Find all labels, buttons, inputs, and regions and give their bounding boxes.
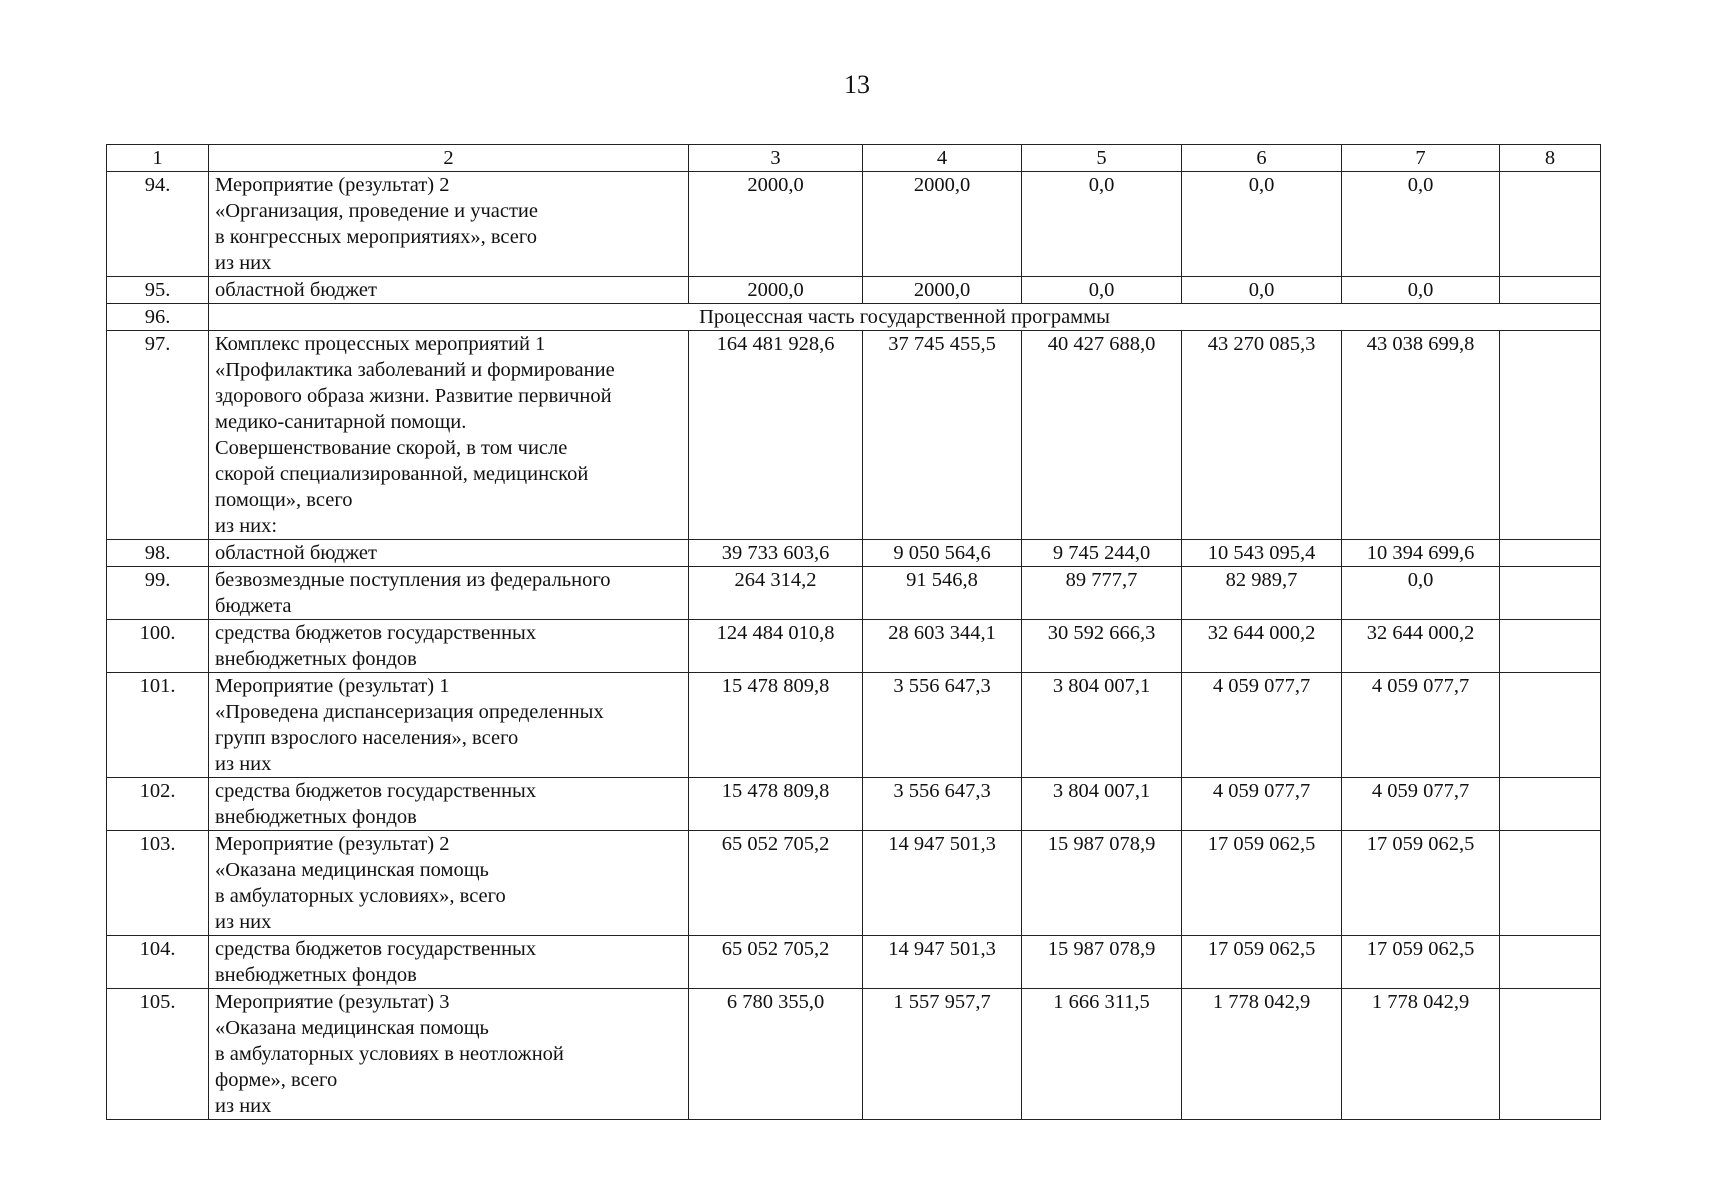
value-cell-col-8 — [1500, 778, 1601, 831]
value-cell-col-4: 3 556 647,3 — [863, 778, 1022, 831]
value-cell-col-5: 1 666 311,5 — [1022, 989, 1182, 1120]
budget-table — [106, 144, 1601, 1120]
value-cell-col-5: 30 592 666,3 — [1022, 620, 1182, 673]
table-row — [107, 831, 1601, 936]
value-cell-col-4: 2000,0 — [863, 277, 1022, 304]
value-cell-col-4: 2000,0 — [863, 172, 1022, 277]
value-cell-col-7: 0,0 — [1342, 567, 1500, 620]
value-cell-col-6: 32 644 000,2 — [1182, 620, 1342, 673]
value-cell-col-6: 43 270 085,3 — [1182, 331, 1342, 540]
value-cell-col-7: 0,0 — [1342, 172, 1500, 277]
value-cell-col-3: 15 478 809,8 — [689, 778, 863, 831]
value-cell-col-6: 10 543 095,4 — [1182, 540, 1342, 567]
value-cell-col-4: 28 603 344,1 — [863, 620, 1022, 673]
column-header: 2 — [209, 145, 689, 172]
table-row — [107, 277, 1601, 304]
value-cell-col-4: 1 557 957,7 — [863, 989, 1022, 1120]
value-cell-col-6: 1 778 042,9 — [1182, 989, 1342, 1120]
value-cell-col-3: 65 052 705,2 — [689, 936, 863, 989]
value-cell-col-6: 17 059 062,5 — [1182, 936, 1342, 989]
value-cell-col-3: 15 478 809,8 — [689, 673, 863, 778]
column-header: 6 — [1182, 145, 1342, 172]
value-cell-col-5: 3 804 007,1 — [1022, 778, 1182, 831]
row-name: областной бюджет — [209, 277, 689, 304]
value-cell-col-6: 17 059 062,5 — [1182, 831, 1342, 936]
value-cell-col-5: 15 987 078,9 — [1022, 831, 1182, 936]
value-cell-col-7: 1 778 042,9 — [1342, 989, 1500, 1120]
table-row — [107, 620, 1601, 673]
column-header-row — [107, 145, 1601, 172]
value-cell-col-8 — [1500, 331, 1601, 540]
value-cell-col-4: 37 745 455,5 — [863, 331, 1022, 540]
row-number: 102. — [107, 778, 209, 831]
value-cell-col-8 — [1500, 989, 1601, 1120]
page-number: 13 — [844, 70, 870, 99]
value-cell-col-6: 4 059 077,7 — [1182, 778, 1342, 831]
value-cell-col-3: 264 314,2 — [689, 567, 863, 620]
row-name: Комплекс процессных мероприятий 1 «Профилактика заболеваний и формирование здорового образа жизни. Развитие первичной медико-санитарной помощи. Совершенствование скорой, в том числе скорой специализированной, медицинской помощи», всего из них: — [209, 331, 689, 540]
column-header: 5 — [1022, 145, 1182, 172]
value-cell-col-3: 2000,0 — [689, 277, 863, 304]
row-name: Мероприятие (результат) 2 «Оказана медицинская помощь в амбулаторных условиях», всего из них — [209, 831, 689, 936]
value-cell-col-3: 39 733 603,6 — [689, 540, 863, 567]
table-row — [107, 540, 1601, 567]
row-number: 95. — [107, 277, 209, 304]
value-cell-col-8 — [1500, 277, 1601, 304]
value-cell-col-5: 40 427 688,0 — [1022, 331, 1182, 540]
value-cell-col-3: 2000,0 — [689, 172, 863, 277]
row-number: 98. — [107, 540, 209, 567]
column-header: 8 — [1500, 145, 1601, 172]
column-header: 7 — [1342, 145, 1500, 172]
value-cell-col-5: 15 987 078,9 — [1022, 936, 1182, 989]
table-row — [107, 172, 1601, 277]
section-title: Процессная часть государственной программы — [209, 304, 1601, 331]
value-cell-col-4: 14 947 501,3 — [863, 936, 1022, 989]
value-cell-col-6: 0,0 — [1182, 277, 1342, 304]
column-header: 4 — [863, 145, 1022, 172]
value-cell-col-7: 4 059 077,7 — [1342, 778, 1500, 831]
value-cell-col-7: 43 038 699,8 — [1342, 331, 1500, 540]
value-cell-col-7: 4 059 077,7 — [1342, 673, 1500, 778]
value-cell-col-6: 4 059 077,7 — [1182, 673, 1342, 778]
value-cell-col-4: 91 546,8 — [863, 567, 1022, 620]
row-number: 105. — [107, 989, 209, 1120]
table-row — [107, 331, 1601, 540]
value-cell-col-5: 0,0 — [1022, 277, 1182, 304]
row-number: 104. — [107, 936, 209, 989]
value-cell-col-8 — [1500, 172, 1601, 277]
table-row — [107, 567, 1601, 620]
table-row — [107, 989, 1601, 1120]
value-cell-col-3: 164 481 928,6 — [689, 331, 863, 540]
value-cell-col-7: 17 059 062,5 — [1342, 831, 1500, 936]
value-cell-col-8 — [1500, 567, 1601, 620]
value-cell-col-6: 0,0 — [1182, 172, 1342, 277]
row-number: 101. — [107, 673, 209, 778]
row-number: 99. — [107, 567, 209, 620]
value-cell-col-7: 10 394 699,6 — [1342, 540, 1500, 567]
value-cell-col-4: 14 947 501,3 — [863, 831, 1022, 936]
value-cell-col-3: 6 780 355,0 — [689, 989, 863, 1120]
row-name: безвозмездные поступления из федерального бюджета — [209, 567, 689, 620]
value-cell-col-3: 65 052 705,2 — [689, 831, 863, 936]
value-cell-col-8 — [1500, 540, 1601, 567]
value-cell-col-4: 9 050 564,6 — [863, 540, 1022, 567]
row-number: 96. — [107, 304, 209, 331]
row-name: Мероприятие (результат) 3 «Оказана медицинская помощь в амбулаторных условиях в неотложной форме», всего из них — [209, 989, 689, 1120]
value-cell-col-7: 32 644 000,2 — [1342, 620, 1500, 673]
value-cell-col-3: 124 484 010,8 — [689, 620, 863, 673]
value-cell-col-8 — [1500, 620, 1601, 673]
value-cell-col-6: 82 989,7 — [1182, 567, 1342, 620]
value-cell-col-7: 17 059 062,5 — [1342, 936, 1500, 989]
section-row — [107, 304, 1601, 331]
value-cell-col-8 — [1500, 831, 1601, 936]
row-name: средства бюджетов государственных внебюджетных фондов — [209, 936, 689, 989]
row-number: 103. — [107, 831, 209, 936]
value-cell-col-8 — [1500, 673, 1601, 778]
value-cell-col-5: 0,0 — [1022, 172, 1182, 277]
row-number: 100. — [107, 620, 209, 673]
row-number: 97. — [107, 331, 209, 540]
row-name: средства бюджетов государственных внебюджетных фондов — [209, 778, 689, 831]
table-row — [107, 673, 1601, 778]
row-name: областной бюджет — [209, 540, 689, 567]
table-row — [107, 778, 1601, 831]
column-header: 3 — [689, 145, 863, 172]
row-name: средства бюджетов государственных внебюджетных фондов — [209, 620, 689, 673]
row-number: 94. — [107, 172, 209, 277]
value-cell-col-5: 9 745 244,0 — [1022, 540, 1182, 567]
value-cell-col-8 — [1500, 936, 1601, 989]
row-name: Мероприятие (результат) 1 «Проведена диспансеризация определенных групп взрослого населения», всего из них — [209, 673, 689, 778]
value-cell-col-5: 3 804 007,1 — [1022, 673, 1182, 778]
value-cell-col-5: 89 777,7 — [1022, 567, 1182, 620]
column-header: 1 — [107, 145, 209, 172]
value-cell-col-4: 3 556 647,3 — [863, 673, 1022, 778]
value-cell-col-7: 0,0 — [1342, 277, 1500, 304]
table-row — [107, 936, 1601, 989]
row-name: Мероприятие (результат) 2 «Организация, проведение и участие в конгрессных мероприятиях», всего из них — [209, 172, 689, 277]
